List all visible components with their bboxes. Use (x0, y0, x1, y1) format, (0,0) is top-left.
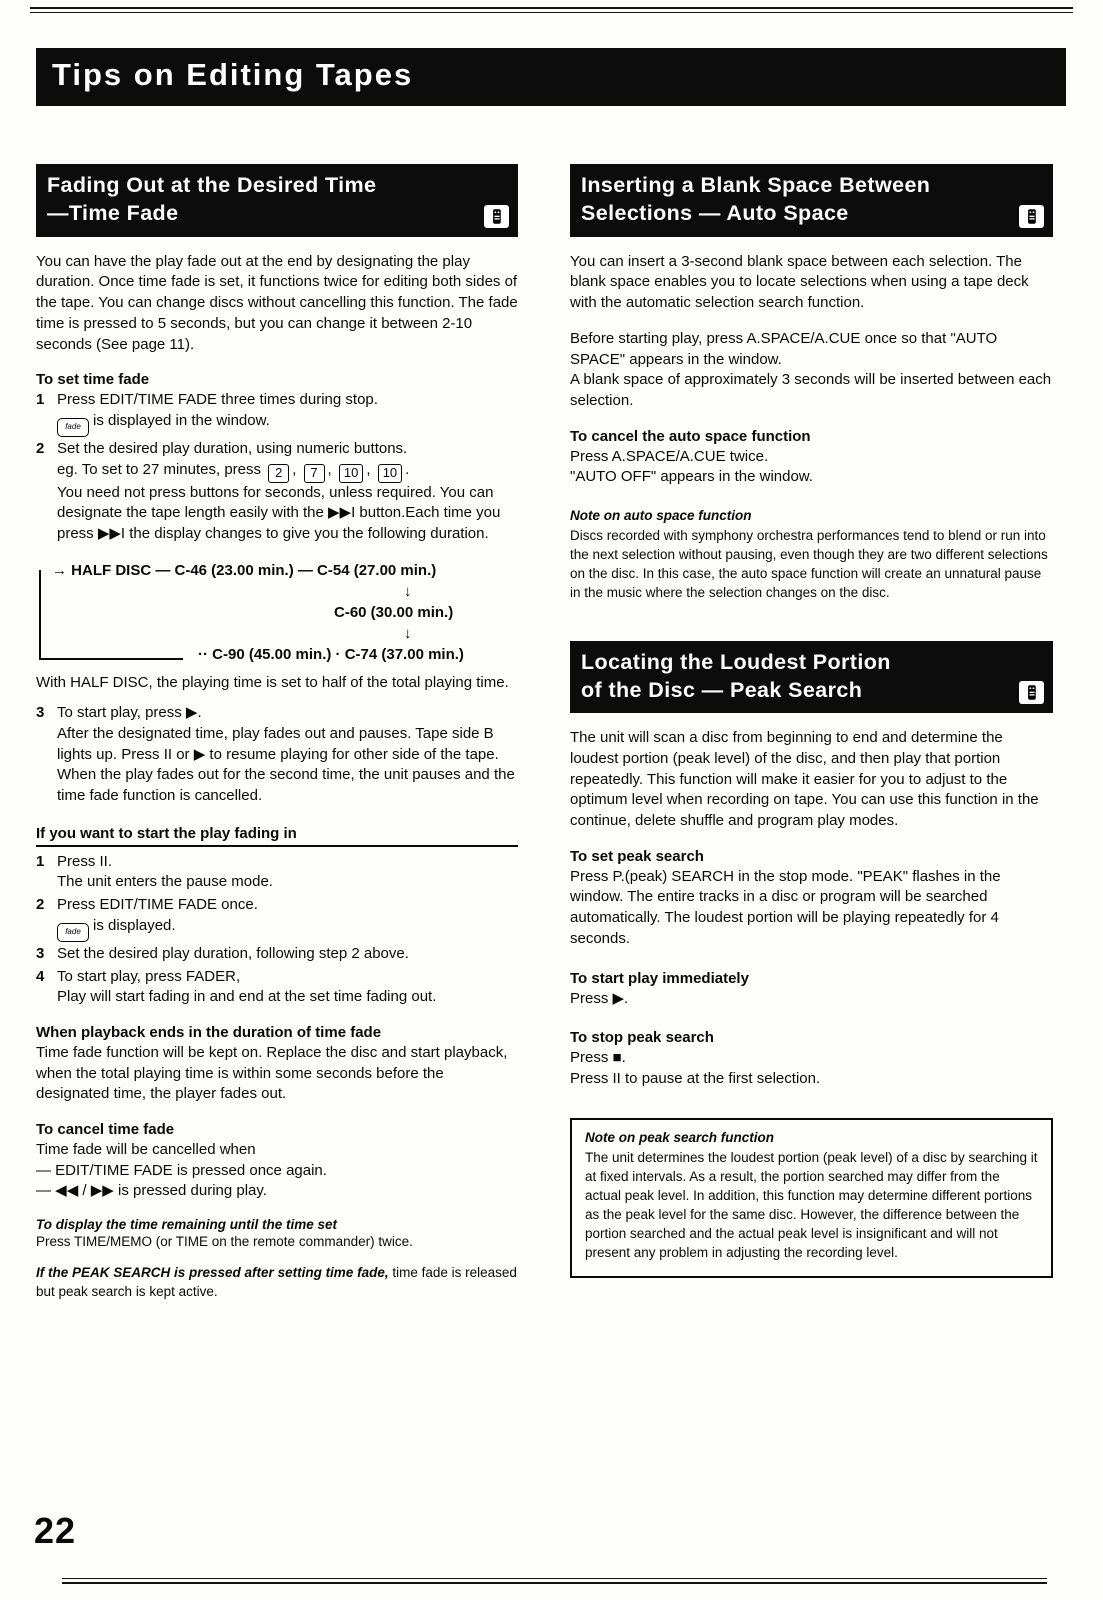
playback-ends-heading: When playback ends in the duration of time fade (36, 1023, 382, 1041)
step-text: is displayed. (93, 916, 176, 934)
left-column (36, 164, 518, 1302)
section-title-line2: of the Disc — Peak Search (581, 677, 863, 702)
remote-icon-glyph (1023, 684, 1040, 701)
start-play-heading: To start play immediately (570, 969, 749, 987)
numeric-button-2: 2 (268, 464, 289, 483)
section-header-peak-search (570, 641, 1053, 714)
display-indicator-line (57, 411, 518, 437)
section-header-time-fade (36, 164, 518, 237)
cancel-time-fade-heading: To cancel time fade (36, 1120, 175, 1138)
peak-search-note-box (570, 1118, 1053, 1278)
numeric-button-10: 10 (378, 464, 402, 483)
stop-peak-search-body-2: Press II to pause at the first selection. (570, 1069, 821, 1087)
step-text: Set the desired play duration, following step 2 above. (57, 944, 409, 962)
tape-length-cycle-diagram (36, 560, 518, 665)
display-remaining-heading: To display the time remaining until the time set (36, 1217, 338, 1232)
step-1 (36, 390, 518, 437)
step-body (57, 895, 518, 942)
fadein-step-2 (36, 895, 518, 942)
separator: . (405, 460, 410, 478)
step-text: Press EDIT/TIME FADE three times during stop. (57, 391, 378, 409)
step-text: Press EDIT/TIME FADE once. (57, 896, 258, 914)
peak-search-note-heading: Note on peak search function (585, 1129, 775, 1145)
step-body (57, 390, 518, 437)
step-number: 2 (36, 439, 45, 457)
separator: , (327, 460, 332, 478)
section-header-auto-space (570, 164, 1053, 237)
step-text: Press II. (57, 852, 113, 870)
section-title-line1: Fading Out at the Desired Time (47, 173, 377, 197)
fade-indicator-label: fade (65, 421, 81, 431)
remote-icon (1019, 681, 1044, 704)
section-title-line1: Inserting a Blank Space Between (581, 173, 931, 197)
auto-space-intro: You can insert a 3-second blank space between each selection. The blank space enables you to locate selections when using a tape deck with the automatic selection search function. (570, 252, 1029, 312)
section-title (47, 171, 376, 228)
step-text: To start play, press ▶. (57, 704, 202, 722)
page-number: 22 (34, 1510, 77, 1551)
step-text: The unit enters the pause mode. (57, 873, 273, 891)
auto-space-note-heading: Note on auto space function (570, 507, 752, 523)
down-arrow-icon: ↓ (404, 582, 412, 600)
fade-indicator-label: fade (65, 926, 81, 936)
cancel-intro: Time fade will be cancelled when (36, 1140, 256, 1158)
step-text: eg. To set to 27 minutes, press (57, 460, 262, 478)
right-column (570, 164, 1053, 1302)
peak-note-rest: time fade is released but peak search is kept active. (36, 1264, 517, 1299)
step-text: Play will start fading in and end at the set time fading out. (57, 988, 437, 1006)
playback-ends-body: Time fade function will be kept on. Replace the disc and start playback, when the total playing time is within some seconds before the designated time, the player fades out. (36, 1043, 508, 1103)
fadein-step-4 (36, 967, 518, 1008)
start-play-body: Press ▶. (570, 989, 629, 1007)
step-number: 3 (36, 704, 45, 722)
cancel-bullet-1: — EDIT/TIME FADE is pressed once again. (36, 1161, 327, 1179)
peak-search-intro: The unit will scan a disc from beginning to end and determine the loudest portion (peak level) of the disc, and then play that portion repeatedly. This function will make it easier for you to adjust to the optimum level when recording on tape. You can use this function in the continue, delete shuffle and program play modes. (570, 729, 1039, 830)
set-time-fade-heading: To set time fade (36, 371, 150, 389)
section-title-line2: —Time Fade (47, 201, 179, 226)
auto-space-intro-3: A blank space of approximately 3 seconds will be inserted between each selection. (570, 371, 1052, 409)
step-text: is displayed in the window. (93, 411, 270, 429)
section-title (581, 171, 930, 228)
step-body (57, 967, 518, 1008)
section-title-line2: Selections — Auto Space (581, 201, 849, 226)
diagram-row-bottom: ·· C-90 (45.00 min.) · C-74 (37.00 min.) (198, 645, 464, 663)
top-rule (30, 7, 1073, 13)
step-text: Set the desired play duration, using numeric buttons. (57, 439, 408, 457)
step-number: 4 (36, 967, 45, 985)
set-peak-search-heading: To set peak search (570, 847, 704, 865)
fadein-step-3 (36, 944, 518, 965)
fade-indicator-icon (57, 418, 89, 437)
peak-note-lead: If the PEAK SEARCH is pressed after setting time fade, (36, 1264, 389, 1280)
cancel-auto-space-1: Press A.SPACE/A.CUE twice. (570, 447, 769, 465)
separator: , (292, 460, 297, 478)
diagram-row-c60: C-60 (30.00 min.) (334, 603, 454, 621)
section-title-line1: Locating the Loudest Portion (581, 649, 891, 674)
peak-search-note-body: The unit determines the loudest portion (peak level) of a disc by searching it at fixed intervals. As a result, the portion searched may differ from the actual peak level. In addition, this function may determine different portions as the peak level for the same disc. However, the difference between the portion searched and the actual peak level is insignificant and will not present any problem in adjusting the recording level. (585, 1149, 1038, 1261)
fadein-step-1 (36, 852, 518, 893)
step-number: 3 (36, 944, 45, 962)
step-number: 1 (36, 391, 45, 409)
remote-icon-glyph (488, 208, 505, 225)
columns (36, 164, 1055, 1302)
cancel-auto-space-2: "AUTO OFF" appears in the window. (570, 468, 813, 486)
remote-icon (484, 205, 509, 228)
cancel-auto-space-heading: To cancel the auto space function (570, 427, 811, 445)
time-fade-intro: You can have the play fade out at the end by designating the play duration. Once time fade is set, it functions twice for editing both sides of the tape. You can change discs without cancelling this function. The fade time is pressed to 5 seconds, but you can change it between 2-10 seconds (See page 11). (36, 252, 518, 353)
step-3 (36, 703, 518, 806)
step-number: 2 (36, 896, 45, 914)
remote-icon-glyph (1023, 208, 1040, 225)
fade-indicator-icon (57, 923, 89, 942)
step-2 (36, 439, 518, 545)
numeric-example-line (57, 460, 518, 483)
bottom-rule (62, 1578, 1047, 1584)
step-text: After the designated time, play fades out and pauses. Tape side B lights up. Press II or ▶ to resume playing for other side of the tape. When the play fades out for the second time, the unit pauses and the time fade function is cancelled. (57, 725, 515, 805)
step-body (57, 439, 518, 545)
separator: , (366, 460, 371, 478)
numeric-button-7: 7 (304, 464, 325, 483)
stop-peak-search-heading: To stop peak search (570, 1029, 714, 1047)
half-disc-note: With HALF DISC, the playing time is set to half of the total playing time. (36, 673, 509, 691)
step-text: You need not press buttons for seconds, unless required. You can designate the tape length easily with the ▶▶I button.Each time you press ▶▶I the display changes to give you the following duration. (57, 483, 501, 542)
step-body (57, 852, 518, 893)
numeric-button-10: 10 (339, 464, 363, 483)
page-title: Tips on Editing Tapes (36, 48, 1066, 106)
step-text: To start play, press FADER, (57, 967, 241, 985)
display-remaining-body: Press TIME/MEMO (or TIME on the remote commander) twice. (36, 1234, 413, 1249)
step-number: 1 (36, 852, 45, 870)
set-peak-search-body: Press P.(peak) SEARCH in the stop mode. "PEAK" flashes in the window. The entire tracks in a disc or program will be searched automatically. The loudest portion will be playing repeatedly for 4 seconds. (570, 867, 1001, 947)
remote-icon (1019, 205, 1044, 228)
stop-peak-search-body-1: Press ■. (570, 1049, 626, 1067)
down-arrow-icon: ↓ (404, 624, 412, 642)
cancel-bullet-2: — ◀◀ / ▶▶ is pressed during play. (36, 1182, 267, 1200)
diagram-row-1: → HALF DISC — C-46 (23.00 min.) — C-54 (27.00 min.) (52, 561, 437, 579)
section-title (581, 648, 891, 705)
auto-space-intro-2: Before starting play, press A.SPACE/A.CUE once so that "AUTO SPACE" appears in the window. (570, 329, 998, 368)
auto-space-note-body: Discs recorded with symphony orchestra performances tend to blend or run into the next selection without pausing, even though they are two different selections on the disc. In this case, the auto space function will create an unnatural pause in the music where the selection changes on the disc. (570, 527, 1048, 601)
peak-search-inline-note (36, 1264, 518, 1302)
step-body (57, 703, 518, 806)
display-indicator-line (57, 916, 518, 942)
fading-in-heading: If you want to start the play fading in (36, 825, 518, 847)
